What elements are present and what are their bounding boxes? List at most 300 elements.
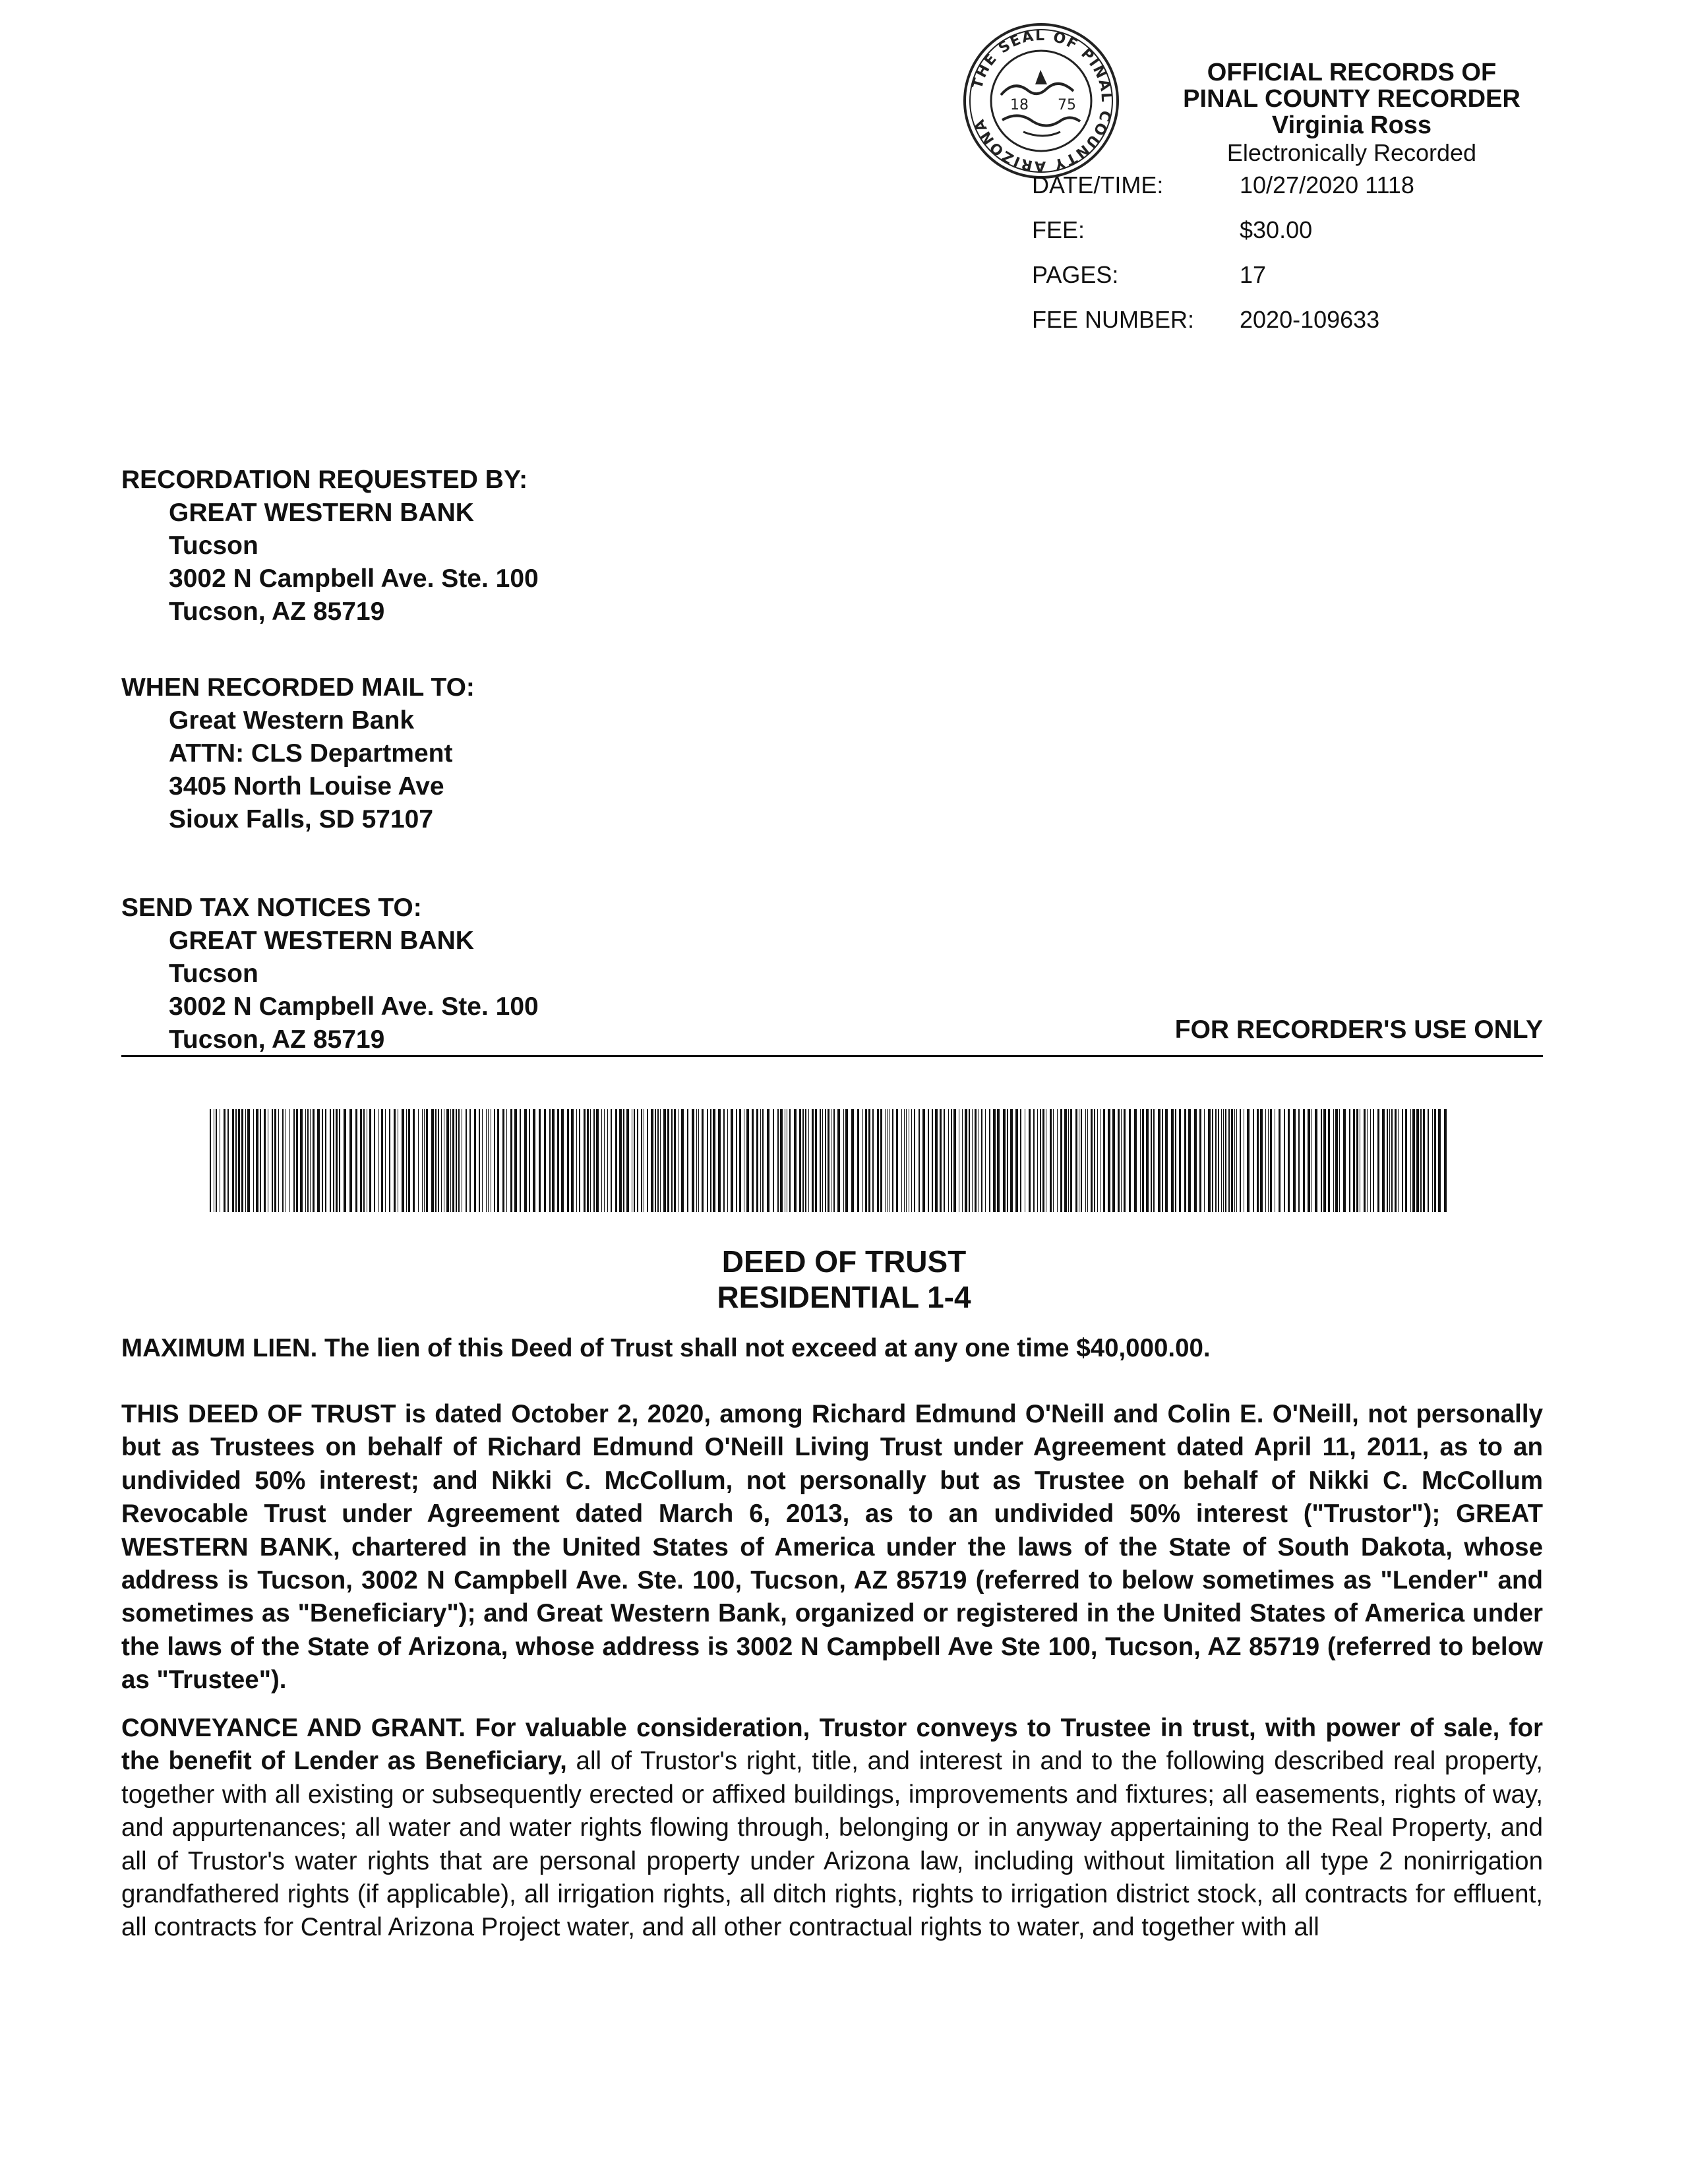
barcode-bar	[1050, 1109, 1052, 1212]
barcode-bar	[812, 1109, 814, 1212]
barcode-bar	[723, 1109, 725, 1212]
barcode-bar	[469, 1109, 471, 1212]
barcode-bar	[1003, 1109, 1006, 1212]
barcode-bar	[374, 1109, 375, 1212]
barcode-bar	[880, 1109, 882, 1212]
barcode-bar	[431, 1109, 434, 1212]
barcode-bar	[1253, 1109, 1254, 1212]
barcode-bar	[1015, 1109, 1018, 1212]
barcode-bar	[1333, 1109, 1334, 1212]
barcode-bar	[1212, 1109, 1213, 1212]
barcode-bar	[486, 1109, 487, 1212]
barcode-bar	[1373, 1109, 1374, 1212]
barcode-bar	[872, 1109, 874, 1212]
barcode-bar	[985, 1109, 986, 1212]
datetime-value: 10/27/2020 1118	[1240, 171, 1414, 198]
barcode-bar	[1257, 1109, 1259, 1212]
barcode-bar	[868, 1109, 870, 1212]
barcode-bar	[857, 1109, 859, 1212]
barcode-bar	[896, 1109, 898, 1212]
recordation-line: 3002 N Campbell Ave. Ste. 100	[169, 564, 539, 593]
barcode-bar	[767, 1109, 769, 1212]
barcode-bar	[289, 1109, 290, 1212]
barcode-bar	[951, 1109, 952, 1212]
barcode-bar	[619, 1109, 622, 1212]
barcode-bar	[590, 1109, 591, 1212]
barcode-bar	[1260, 1109, 1263, 1212]
mail-to-line: 3405 North Louise Ave	[169, 772, 444, 801]
tax-notices-block	[121, 892, 539, 1056]
barcode-bar	[1240, 1109, 1241, 1212]
barcode-bar	[296, 1109, 298, 1212]
barcode-bar	[746, 1109, 749, 1212]
barcode-bar	[1412, 1109, 1415, 1212]
barcode-bar	[1124, 1109, 1126, 1212]
barcode-bar	[911, 1109, 912, 1212]
mail-to-line: Great Western Bank	[169, 706, 415, 735]
barcode-bar	[256, 1109, 258, 1212]
tax-notices-line: Tucson, AZ 85719	[169, 1025, 385, 1054]
barcode-bar	[671, 1109, 673, 1212]
barcode-bar	[227, 1109, 229, 1212]
barcode-bar	[862, 1109, 863, 1212]
barcode-bar	[887, 1109, 888, 1212]
barcode-bar	[1236, 1109, 1237, 1212]
barcode-bar	[914, 1109, 915, 1212]
barcode-bar	[892, 1109, 893, 1212]
barcode-bar	[885, 1109, 886, 1212]
barcode-bar	[1091, 1109, 1093, 1212]
barcode-bar	[533, 1109, 535, 1212]
barcode-bar	[1391, 1109, 1393, 1212]
pages-value: 17	[1240, 261, 1267, 288]
barcode-bar	[524, 1109, 527, 1212]
barcode-bar	[330, 1109, 331, 1212]
barcode-bar	[1033, 1109, 1035, 1212]
barcode-bar	[1303, 1109, 1305, 1212]
barcode-bar	[1121, 1109, 1122, 1212]
barcode-bar	[336, 1109, 338, 1212]
barcode-bar	[307, 1109, 309, 1212]
barcode-bar	[1234, 1109, 1235, 1212]
barcode-bar	[1134, 1109, 1137, 1212]
barcode-bar	[325, 1109, 326, 1212]
barcode-bar	[922, 1109, 925, 1212]
barcode-bar	[1298, 1109, 1300, 1212]
barcode-bar	[655, 1109, 656, 1212]
barcode-bar	[1420, 1109, 1422, 1212]
recordation-heading: RECORDATION REQUESTED BY:	[121, 466, 528, 494]
barcode-bar	[962, 1109, 963, 1212]
barcode-bar	[479, 1109, 480, 1212]
barcode-bar	[718, 1109, 721, 1212]
barcode-bar	[1094, 1109, 1095, 1212]
barcode-bar	[305, 1109, 306, 1212]
mail-to-line: Sioux Falls, SD 57107	[169, 805, 434, 834]
barcode-bar	[674, 1109, 676, 1212]
barcode-bar	[611, 1109, 612, 1212]
barcode-bar	[1428, 1109, 1429, 1212]
barcode-bar	[344, 1109, 346, 1212]
barcode-bar	[1068, 1109, 1069, 1212]
barcode-bar	[845, 1109, 848, 1212]
barcode-bar	[997, 1109, 1000, 1212]
barcode-bar	[596, 1109, 599, 1212]
barcode-bar	[1108, 1109, 1110, 1212]
barcode-bar	[435, 1109, 437, 1212]
recorder-line-1: OFFICIAL RECORDS OF	[1207, 59, 1497, 86]
barcode-bar	[549, 1109, 551, 1212]
fee-number-value: 2020-109633	[1240, 306, 1380, 333]
barcode-bar	[264, 1109, 266, 1212]
barcode-bar	[989, 1109, 990, 1212]
barcode-bar	[833, 1109, 835, 1212]
recordation-line: Tucson	[169, 531, 258, 560]
barcode-bar	[1215, 1109, 1217, 1212]
tax-notices-line: 3002 N Campbell Ave. Ste. 100	[169, 992, 539, 1021]
barcode-bar	[514, 1109, 517, 1212]
barcode-bar	[932, 1109, 933, 1212]
barcode-bar	[1353, 1109, 1355, 1212]
barcode-bar	[1410, 1109, 1411, 1212]
barcode-bar	[293, 1109, 295, 1212]
barcode-bar	[1402, 1109, 1403, 1212]
barcode-bar	[1140, 1109, 1141, 1212]
barcode-bar	[1247, 1109, 1250, 1212]
barcode-bar	[1323, 1109, 1326, 1212]
barcode-bar	[601, 1109, 602, 1212]
barcode-bar	[474, 1109, 476, 1212]
barcode-bar	[777, 1109, 779, 1212]
barcode-bar	[1153, 1109, 1155, 1212]
barcode-bar	[1364, 1109, 1366, 1212]
barcode-bar	[1060, 1109, 1062, 1212]
barcode-bar	[1085, 1109, 1086, 1212]
recordation-requested-block	[121, 464, 539, 628]
maximum-lien-paragraph: MAXIMUM LIEN. The lien of this Deed of Trust shall not exceed at any one time $40,000.00.	[121, 1334, 1211, 1362]
barcode-bar	[604, 1109, 605, 1212]
barcode-bar	[1315, 1109, 1317, 1212]
barcode-bar	[1129, 1109, 1131, 1212]
barcode-bar	[904, 1109, 905, 1212]
barcode-bar	[901, 1109, 902, 1212]
document-subtitle: RESIDENTIAL 1-4	[717, 1280, 971, 1314]
barcode-bar	[381, 1109, 383, 1212]
barcode-bar	[1311, 1109, 1312, 1212]
barcode-bar	[969, 1109, 970, 1212]
barcode-bar	[1064, 1109, 1067, 1212]
barcode-bar	[224, 1109, 226, 1212]
barcode-bar	[1395, 1109, 1397, 1212]
pages-label: PAGES:	[1032, 261, 1119, 288]
barcode-bar	[278, 1109, 279, 1212]
barcode-bar	[502, 1109, 504, 1212]
barcode-bar	[210, 1109, 211, 1212]
seal-year-right: 75	[1058, 97, 1076, 113]
fee-value: $30.00	[1240, 216, 1313, 243]
barcode-bar	[1221, 1109, 1222, 1212]
barcode-bar	[1284, 1109, 1285, 1212]
barcode-bar	[232, 1109, 234, 1212]
barcode-bar	[1175, 1109, 1176, 1212]
barcode-bar	[660, 1109, 661, 1212]
barcode-bar	[1356, 1109, 1358, 1212]
barcode-bar	[1228, 1109, 1230, 1212]
barcode-bar	[1270, 1109, 1272, 1212]
barcode-bar	[773, 1109, 774, 1212]
conveyance-text: all of Trustor's right, title, and interest in and to the following described real property, together with all existing or subsequently erected or affixed buildings, improvements and fixtures; all easements, rights of way, and appurtenances; all water and water rights flowing through, belonging or in anyway appertaining to the Real Property, and all of Trustor's water rights that are personal property under Arizona law, including without limitation all type 2 nonirrigation grandfathered rights (if applicable), all irrigation rights, all ditch rights, rights to irrigation district stock, all contracts for effluent, all contracts for Central Arizona Project water, and all other contractual rights to water, and together with all	[121, 1747, 1544, 1942]
barcode-bar	[1265, 1109, 1266, 1212]
document-title: DEED OF TRUST	[721, 1244, 967, 1279]
barcode-bar	[752, 1109, 754, 1212]
barcode-bar	[408, 1109, 410, 1212]
recordation-line: GREAT WESTERN BANK	[169, 499, 474, 527]
barcode-bar	[389, 1109, 390, 1212]
barcode-bar	[1087, 1109, 1088, 1212]
deed-parties-paragraph: THIS DEED OF TRUST is dated October 2, 2020, among Richard Edmund O'Neill and Colin E. O'Neill, not personally but as Trustees on behalf of Richard Edmund O'Neill Living Trust under Agreement dated April 11, 2011, as to an undivided 50% interest; and Nikki C. McCollum, not personally but as Trustee on behalf of Nikki C. McCollum Revocable Trust under Agreement dated March 6, 2013, as to an undivided 50% interest ("Trustor"); GREAT WESTERN BANK, chartered in the United States of America under the laws of the State of South Dakota, whose address is Tucson, 3002 N Campbell Ave. Ste. 100, Tucson, AZ 85719 (referred to below sometimes as "Lender" and sometimes as "Beneficiary"); and Great Western Bank, organized or registered in the United States of America under the laws of the State of Arizona, whose address is 3002 N Campbell Ave Ste 100, Tucson, AZ 85719 (referred to below as "Trustee").	[121, 1400, 1543, 1695]
barcode-bar	[282, 1109, 284, 1212]
barcode-bar	[317, 1109, 320, 1212]
barcode-bar	[1231, 1109, 1233, 1212]
barcode-bar	[1444, 1109, 1447, 1212]
barcode-bar	[422, 1109, 423, 1212]
barcode-bar	[1020, 1109, 1021, 1212]
barcode-bar	[1040, 1109, 1041, 1212]
barcode-bar	[1029, 1109, 1031, 1212]
barcode-bar	[593, 1109, 595, 1212]
barcode-bar	[1118, 1109, 1120, 1212]
barcode-bar	[394, 1109, 396, 1212]
barcode-bar	[385, 1109, 386, 1212]
seal-ring-text: THE SEAL OF PINAL COUNTY ARIZONA	[969, 27, 1115, 175]
barcode-bar	[539, 1109, 541, 1212]
barcode-bar	[1199, 1109, 1201, 1212]
barcode-bar	[953, 1109, 956, 1212]
tax-notices-line: GREAT WESTERN BANK	[169, 926, 474, 955]
barcode-bar	[736, 1109, 737, 1212]
header-divider	[121, 1055, 1543, 1057]
barcode-bar	[1398, 1109, 1399, 1212]
barcode-bar	[1382, 1109, 1385, 1212]
barcode-bar	[552, 1109, 555, 1212]
barcode-bar	[780, 1109, 783, 1212]
barcode-bar	[651, 1109, 653, 1212]
barcode-bar	[510, 1109, 512, 1212]
barcode-bar	[981, 1109, 982, 1212]
barcode-bar	[710, 1109, 711, 1212]
barcode-bar	[692, 1109, 694, 1212]
barcode-bar	[1162, 1109, 1163, 1212]
barcode-bar	[446, 1109, 449, 1212]
barcode-bar	[1165, 1109, 1168, 1212]
barcode-bar	[713, 1109, 715, 1212]
barcode-bar	[1188, 1109, 1191, 1212]
barcode-bar	[587, 1109, 589, 1212]
tax-notices-heading: SEND TAX NOTICES TO:	[121, 894, 422, 922]
barcode-bar	[418, 1109, 419, 1212]
barcode-bar	[687, 1109, 688, 1212]
barcode-bar	[944, 1109, 945, 1212]
barcode-bar	[253, 1109, 254, 1212]
barcode-bar	[1010, 1109, 1013, 1212]
barcode-bar	[1158, 1109, 1160, 1212]
barcode-bar	[349, 1109, 352, 1212]
barcode-bar	[1434, 1109, 1436, 1212]
barcode-bar	[948, 1109, 949, 1212]
barcode-bar	[557, 1109, 559, 1212]
barcode-bar	[1194, 1109, 1197, 1212]
county-seal	[961, 21, 1121, 181]
barcode-bar	[274, 1109, 276, 1212]
datetime-label: DATE/TIME:	[1032, 171, 1164, 198]
barcode-bar	[702, 1109, 704, 1212]
barcode-bar	[789, 1109, 791, 1212]
barcode-bar	[657, 1109, 659, 1212]
barcode-bar	[488, 1109, 489, 1212]
barcode-bar	[1293, 1109, 1296, 1212]
barcode-bar	[1057, 1109, 1058, 1212]
barcode-bar	[1208, 1109, 1211, 1212]
barcode-bar	[1268, 1109, 1269, 1212]
barcode-bar	[1070, 1109, 1072, 1212]
barcode-bar	[458, 1109, 460, 1212]
barcode-bar	[822, 1109, 823, 1212]
barcode-bar	[1367, 1109, 1368, 1212]
barcode-bar	[571, 1109, 574, 1212]
barcode-bar	[413, 1109, 415, 1212]
barcode-bar	[1103, 1109, 1105, 1212]
barcode-bar	[1321, 1109, 1322, 1212]
barcode-bar	[424, 1109, 425, 1212]
recorder-header	[1114, 59, 1589, 167]
barcode-bar	[727, 1109, 728, 1212]
barcode-bar	[707, 1109, 708, 1212]
barcode-bar	[561, 1109, 564, 1212]
barcode-bar	[805, 1109, 806, 1212]
barcode-bar	[579, 1109, 580, 1212]
barcode-bar	[802, 1109, 804, 1212]
barcode-bar	[402, 1109, 404, 1212]
barcode-bar	[339, 1109, 340, 1212]
barcode-bar	[1432, 1109, 1433, 1212]
barcode-bar	[1081, 1109, 1082, 1212]
barcode-bar	[520, 1109, 521, 1212]
barcode-bar	[272, 1109, 273, 1212]
barcode-bar	[1423, 1109, 1425, 1212]
barcode-bar	[260, 1109, 261, 1212]
barcode-bar	[825, 1109, 826, 1212]
barcode-bar	[584, 1109, 586, 1212]
recorder-line-2: PINAL COUNTY RECORDER	[1183, 85, 1521, 113]
barcode-bar	[1328, 1109, 1330, 1212]
barcode-bar	[820, 1109, 821, 1212]
barcode-bar	[762, 1109, 764, 1212]
barcode-bar	[360, 1109, 362, 1212]
barcode-bar	[450, 1109, 451, 1212]
barcode-bar	[756, 1109, 758, 1212]
barcode-bar	[623, 1109, 624, 1212]
fee-number-label: FEE NUMBER:	[1032, 306, 1195, 333]
barcode-bar	[935, 1109, 938, 1212]
recorder-name: Virginia Ross	[1271, 111, 1432, 139]
barcode-bar	[760, 1109, 761, 1212]
barcode-bar	[1053, 1109, 1054, 1212]
barcode-bar	[906, 1109, 907, 1212]
barcode-bar	[1279, 1109, 1281, 1212]
mail-to-block	[121, 671, 475, 836]
barcode-bar	[1097, 1109, 1098, 1212]
barcode-bar	[216, 1109, 217, 1212]
barcode-bar	[965, 1109, 967, 1212]
recorder-use-only-label: FOR RECORDER'S USE ONLY	[1174, 1016, 1543, 1044]
barcode-bar	[1223, 1109, 1224, 1212]
barcode-bar	[1416, 1109, 1419, 1212]
barcode-bar	[333, 1109, 334, 1212]
barcode-bar	[1438, 1109, 1441, 1212]
barcode-bar	[466, 1109, 467, 1212]
barcode-bar	[322, 1109, 323, 1212]
fee-label: FEE:	[1032, 216, 1085, 243]
barcode-bar	[1171, 1109, 1174, 1212]
barcode-bar	[1151, 1109, 1152, 1212]
barcode-bar	[1389, 1109, 1390, 1212]
barcode-bar	[300, 1109, 303, 1212]
barcode-bar	[681, 1109, 684, 1212]
barcode-bar	[663, 1109, 666, 1212]
barcode-bar	[1405, 1109, 1407, 1212]
seal-graphic	[961, 21, 1121, 181]
barcode-bar	[452, 1109, 454, 1212]
barcode-bar	[355, 1109, 357, 1212]
barcode-bar	[1370, 1109, 1371, 1212]
barcode-bar	[235, 1109, 237, 1212]
barcode-bar	[972, 1109, 973, 1212]
barcode-bar	[815, 1109, 817, 1212]
barcode-bar	[634, 1109, 635, 1212]
barcode-bar	[889, 1109, 890, 1212]
barcode-bar	[1308, 1109, 1310, 1212]
barcode-bar	[865, 1109, 867, 1212]
barcode-bar	[313, 1109, 315, 1212]
barcode-bar	[637, 1109, 638, 1212]
tax-notices-line: Tucson	[169, 959, 258, 988]
barcode-bar	[363, 1109, 365, 1212]
barcode-bar	[851, 1109, 854, 1212]
barcode-bar	[607, 1109, 608, 1212]
barcode-bar	[1349, 1109, 1350, 1212]
barcode-bar	[1339, 1109, 1340, 1212]
barcode-bar	[438, 1109, 439, 1212]
barcode-bar	[731, 1109, 733, 1212]
barcode-bar	[940, 1109, 942, 1212]
barcode-bar	[808, 1109, 809, 1212]
barcode-bar	[369, 1109, 371, 1212]
barcode-bar	[993, 1109, 996, 1212]
barcode-bar	[1112, 1109, 1115, 1212]
barcode-bar	[975, 1109, 977, 1212]
barcode-bar	[1387, 1109, 1388, 1212]
barcode-bar	[576, 1109, 577, 1212]
barcode-bar	[1037, 1109, 1038, 1212]
seal-year-left: 18	[1010, 97, 1029, 113]
barcode-bar	[667, 1109, 669, 1212]
barcode-bar	[828, 1109, 829, 1212]
barcode-bar	[247, 1109, 250, 1212]
barcode-bar	[696, 1109, 697, 1212]
barcode-bar	[456, 1109, 457, 1212]
barcode-bar	[647, 1109, 648, 1212]
barcode-bar	[1184, 1109, 1186, 1212]
